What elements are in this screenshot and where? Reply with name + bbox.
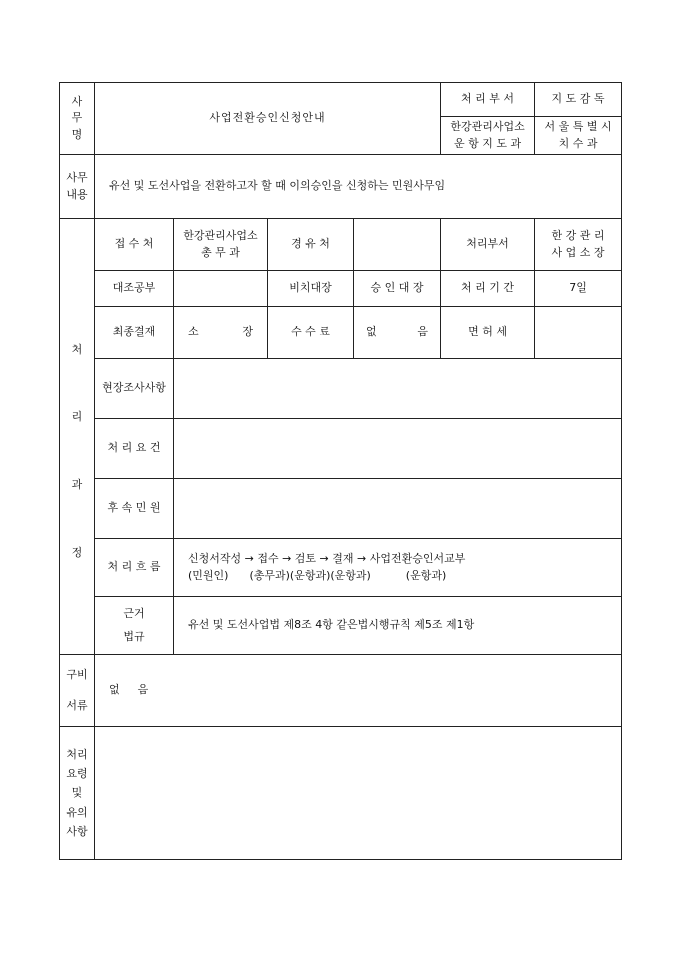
followup-value (174, 479, 622, 539)
receipt-value: 한강관리사업소 총 무 과 (174, 219, 268, 271)
license-tax-value (535, 307, 622, 359)
service-guide-form (59, 82, 622, 860)
flow-steps: 신청서작성 → 접수 → 검토 → 결재 → 사업전환승인서교부 (188, 552, 466, 565)
ledger-value (174, 271, 268, 307)
flow-label: 처 리 흐 름 (95, 539, 174, 597)
basis-text: 유선 및 도선사업법 제8조 4항 같은법시행규칙 제5조 제1항 (174, 597, 622, 655)
receipt-label: 접 수 처 (95, 219, 174, 271)
license-tax-label: 면 허 세 (441, 307, 535, 359)
survey-label: 현장조사사항 (95, 359, 174, 419)
page-title: 사업전환승인신청안내 (95, 83, 441, 155)
documents-text: 없 음 (95, 655, 622, 727)
office-name-label: 사 무 명 (60, 83, 95, 155)
content-label: 사무 내용 (60, 155, 95, 219)
copy-ledger-label: 비치대장 (268, 271, 354, 307)
basis-label: 근거 법규 (95, 597, 174, 655)
final-approval-value: 소 장 (174, 307, 268, 359)
notes-label: 처리 요령 및 유의 사항 (60, 727, 95, 860)
requirements-label: 처 리 요 건 (95, 419, 174, 479)
flow-value (174, 539, 622, 597)
flow-actors: (민원인) (총무과)(운항과)(운항과) (운항과) (188, 568, 447, 582)
supervision-label: 지 도 감 독 (535, 83, 622, 117)
handling-label: 처리부서 (441, 219, 535, 271)
process-side-label: 처 리 과 정 (60, 219, 95, 655)
requirements-value (174, 419, 622, 479)
approval-ledger-label: 승 인 대 장 (354, 271, 441, 307)
fee-label: 수 수 료 (268, 307, 354, 359)
dept-value: 한강관리사업소 운 항 지 도 과 (441, 117, 535, 155)
content-text: 유선 및 도선사업을 전환하고자 할 때 이의승인을 신청하는 민원사무임 (95, 155, 622, 219)
dept-label: 처 리 부 서 (441, 83, 535, 117)
supervision-value: 서 울 특 별 시 치 수 과 (535, 117, 622, 155)
period-value: 7일 (535, 271, 622, 307)
survey-value (174, 359, 622, 419)
notes-text (95, 727, 622, 860)
documents-label: 구비 서류 (60, 655, 95, 727)
via-value (354, 219, 441, 271)
fee-value: 없 음 (354, 307, 441, 359)
followup-label: 후 속 민 원 (95, 479, 174, 539)
final-approval-label: 최종결재 (95, 307, 174, 359)
via-label: 경 유 처 (268, 219, 354, 271)
period-label: 처 리 기 간 (441, 271, 535, 307)
ledger-label: 대조공부 (95, 271, 174, 307)
handling-value: 한 강 관 리 사 업 소 장 (535, 219, 622, 271)
